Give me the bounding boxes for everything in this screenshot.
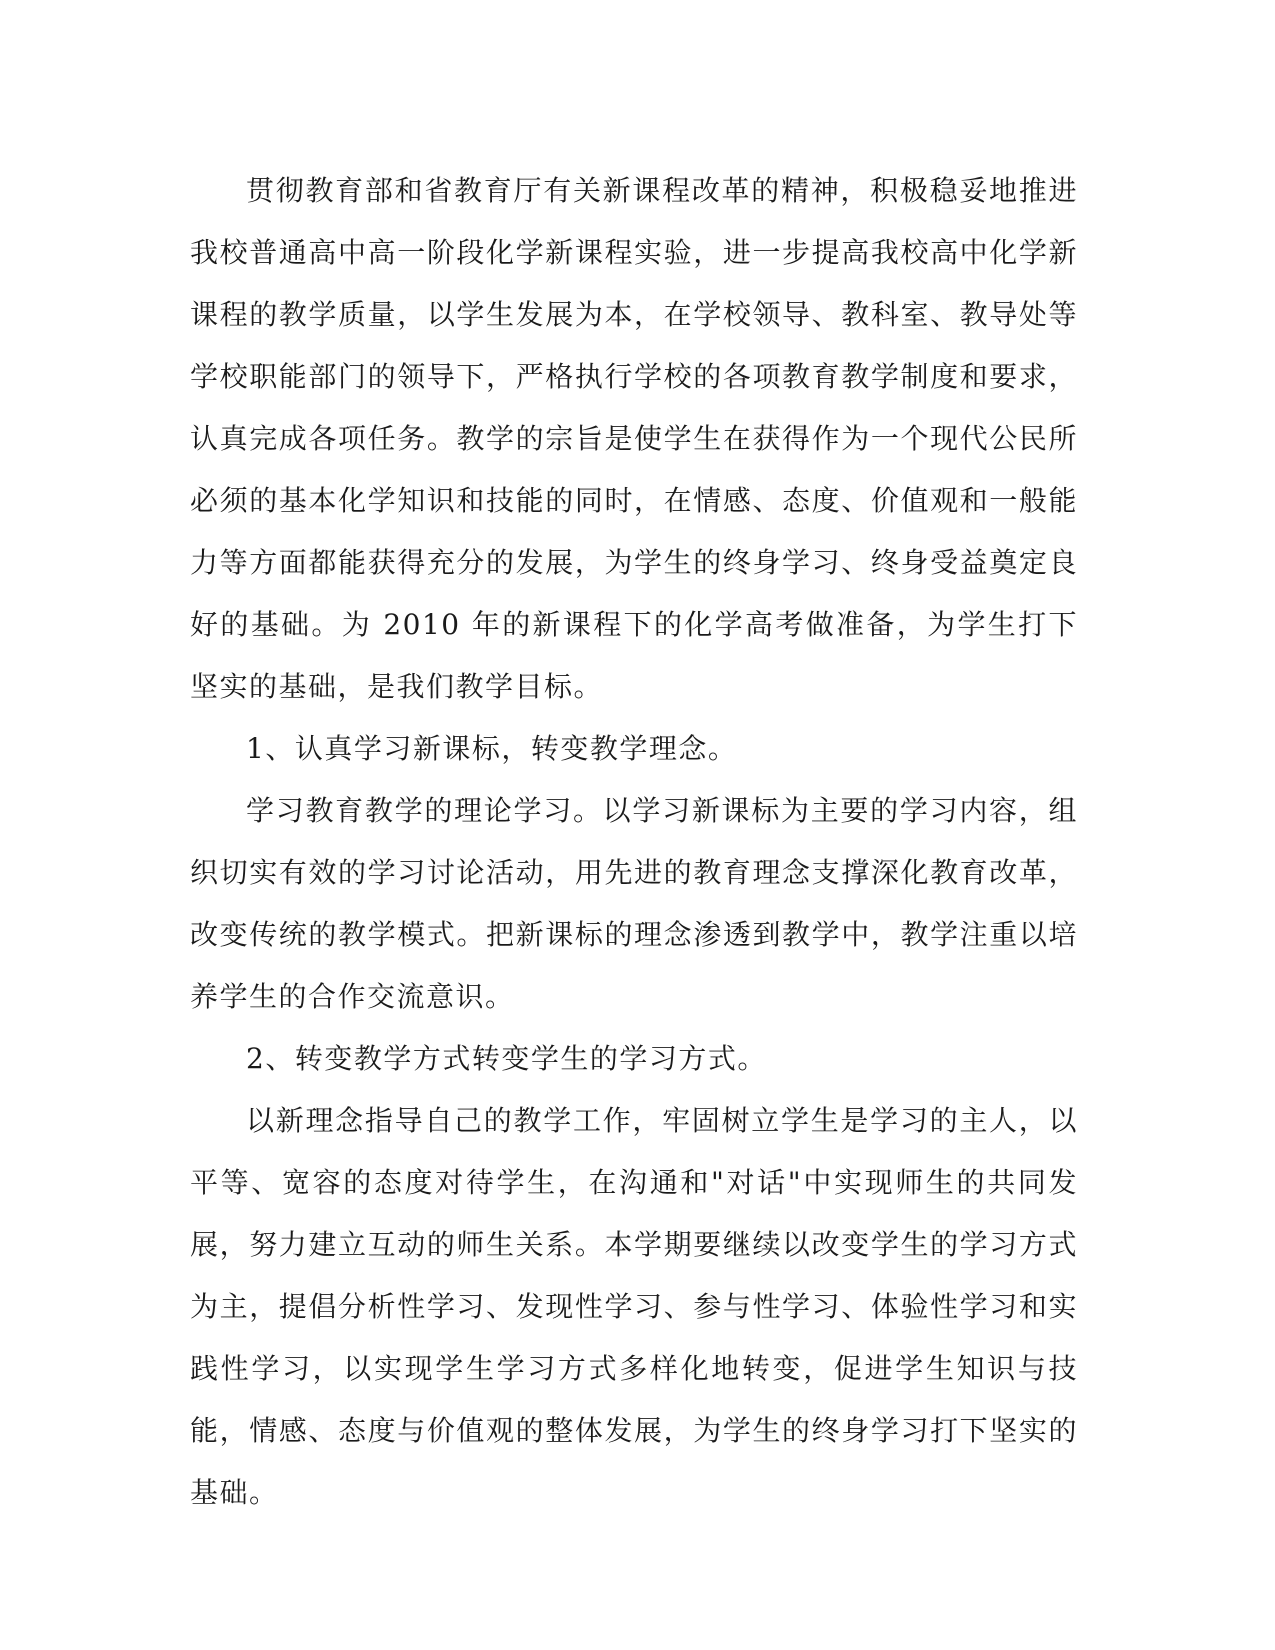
paragraph-item-1: 学习教育教学的理论学习。以学习新课标为主要的学习内容，组织切实有效的学习讨论活动，用先进的教育理念支撑深化教育改革，改变传统的教学模式。把新课标的理念渗透到教学中，教学注重以培养学生的合作交流意识。 <box>190 794 1078 1013</box>
document-body <box>190 160 1078 1524</box>
heading-item-2: 2、转变教学方式转变学生的学习方式。 <box>246 1042 767 1075</box>
heading-item-1: 1、认真学习新课标，转变教学理念。 <box>246 732 738 765</box>
paragraph-item-2: 以新理念指导自己的教学工作，牢固树立学生是学习的主人，以平等、宽容的态度对待学生，在沟通和"对话"中实现师生的共同发展，努力建立互动的师生关系。本学期要继续以改变学生的学习方式为主，提倡分析性学习、发现性学习、参与性学习、体验性学习和实践性学习，以实现学生学习方式多样化地转变，促进学生知识与技能，情感、态度与价值观的整体发展，为学生的终身学习打下坚实的基础。 <box>190 1104 1078 1509</box>
paragraph-intro: 贯彻教育部和省教育厅有关新课程改革的精神，积极稳妥地推进我校普通高中高一阶段化学新课程实验，进一步提高我校高中化学新课程的教学质量，以学生发展为本，在学校领导、教科室、教导处等学校职能部门的领导下，严格执行学校的各项教育教学制度和要求，认真完成各项任务。教学的宗旨是使学生在获得作为一个现代公民所必须的基本化学知识和技能的同时，在情感、态度、价值观和一般能力等方面都能获得充分的发展，为学生的终身学习、终身受益奠定良好的基础。为 2010 年的新课程下的化学高考做准备，为学生打下坚实的基础，是我们教学目标。 <box>190 174 1078 703</box>
